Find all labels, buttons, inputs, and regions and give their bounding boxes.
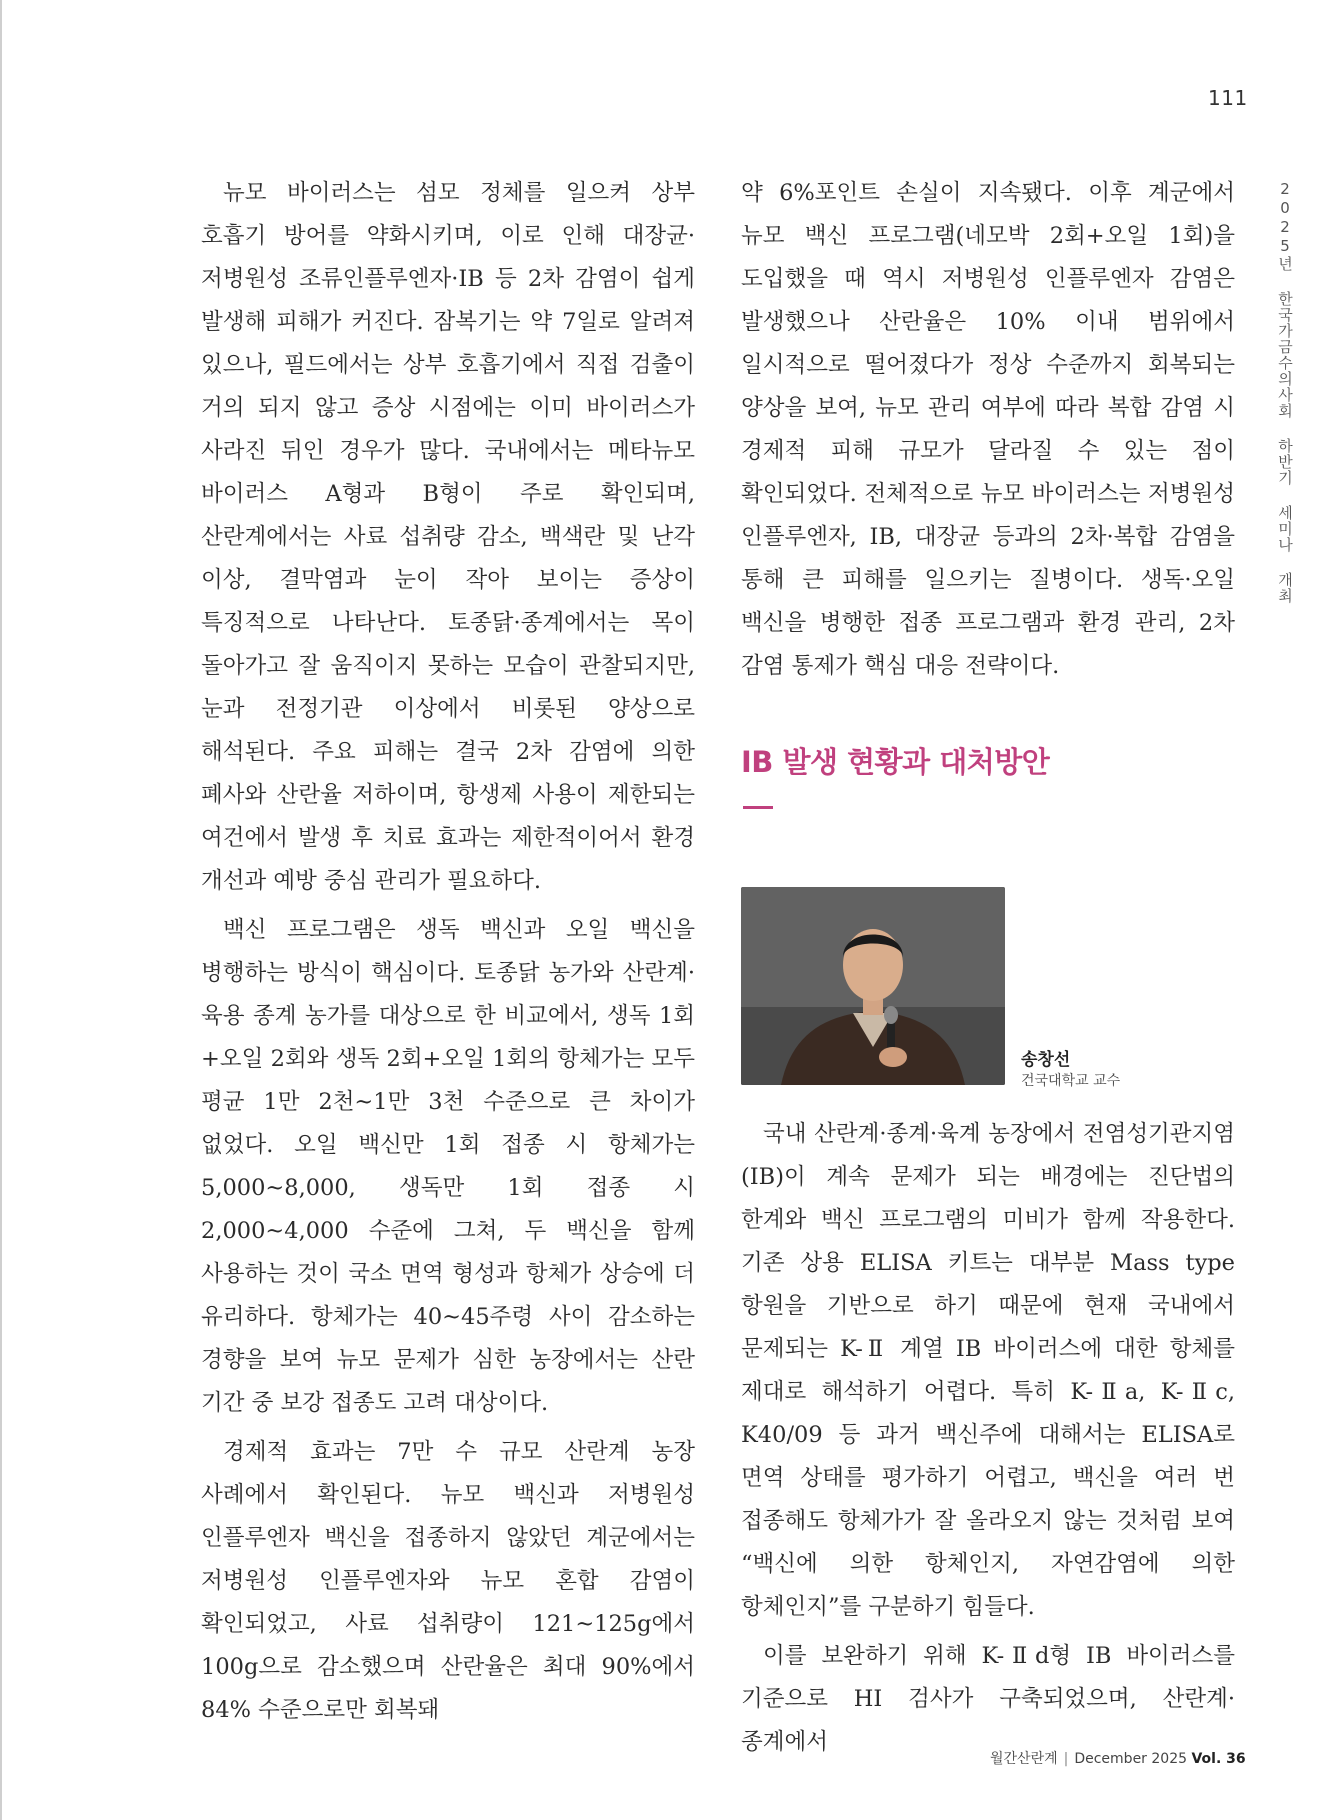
heading-underline (743, 806, 773, 809)
body-paragraph: 백신 프로그램은 생독 백신과 오일 백신을 병행하는 방식이 핵심이다. 토종닭 농가와 산란계·육용 종계 농가를 대상으로 한 비교에서, 생독 1회+오일 2회와 생독 2회+오일 1회의 항체가는 모두 평균 1만 2천~1만 3천 수준으로 큰 차이가 없었다. 오일 백신만 1회 접종 시 항체가는 5,000~8,000, 생독만 1회 접종 시 2,000~4,000 수준에 그쳐, 두 백신을 함께 사용하는 것이 국소 면역 형성과 항체가 상승에 더 유리하다. 항체가는 40~45주령 사이 감소하는 경향을 보여 뉴모 문제가 심한 농장에서는 산란 기간 중 보강 접종도 고려 대상이다. (201, 917, 695, 1416)
page-edge-rule (0, 0, 2, 1820)
body-paragraph: 이를 보완하기 위해 K-Ⅱd형 IB 바이러스를 기준으로 HI 검사가 구축되었으며, 산란계·종계에서 (741, 1643, 1235, 1755)
footer-volume: Vol. 36 (1191, 1751, 1246, 1767)
page-footer (990, 1748, 1246, 1768)
body-paragraph: 국내 산란계·종계·육계 농장에서 전염성기관지염(IB)이 계속 문제가 되는 배경에는 진단법의 한계와 백신 프로그램의 미비가 함께 작용한다. 기존 상용 ELISA 키트는 대부분 Mass type 항원을 기반으로 하기 때문에 현재 국내에서 문제되는 K-Ⅱ 계열 IB 바이러스에 대한 항체를 제대로 해석하기 어렵다. 특히 K-Ⅱa, K-Ⅱc, K40/09 등 과거 백신주에 대해서는 ELISA로 면역 상태를 평가하기 어렵고, 백신을 여러 번 접종해도 항체가가 잘 올라오지 않는 것처럼 보여 “백신에 의한 항체인지, 자연감염에 의한 항체인지”를 구분하기 힘들다. (741, 1121, 1235, 1620)
footer-issue: December 2025 (1074, 1751, 1188, 1767)
speaker-photo (741, 887, 1005, 1085)
footer-separator: | (1063, 1751, 1069, 1767)
section-heading: IB 발생 현황과 대처방안 (741, 745, 1050, 779)
body-paragraph: 뉴모 바이러스는 섬모 정체를 일으켜 상부 호흡기 방어를 약화시키며, 이로 인해 대장균·저병원성 조류인플루엔자·IB 등 2차 감염이 쉽게 발생해 피해가 커진다. 잠복기는 약 7일로 알려져 있으나, 필드에서는 상부 호흡기에서 직접 검출이 거의 되지 않고 증상 시점에는 이미 바이러스가 사라진 뒤인 경우가 많다. 국내에서는 메타뉴모 바이러스 A형과 B형이 주로 확인되며, 산란계에서는 사료 섭취량 감소, 백색란 및 난각 이상, 결막염과 눈이 작아 보이는 증상이 특징적으로 나타난다. 토종닭·종계에서는 목이 돌아가고 잘 움직이지 못하는 모습이 관찰되지만, 눈과 전정기관 이상에서 비롯된 양상으로 해석된다. 주요 피해는 결국 2차 감염에 의한 폐사와 산란율 저하이며, 항생제 사용이 제한되는 여건에서 발생 후 치료 효과는 제한적이어서 환경 개선과 예방 중심 관리가 필요하다. (201, 180, 695, 894)
right-column-top (741, 172, 1235, 688)
right-column-bottom (741, 1113, 1235, 1764)
speaker-name: 송창선 (1021, 1050, 1071, 1070)
footer-magazine: 월간산란계 (990, 1751, 1058, 1767)
speaker-photo-illustration (741, 887, 1005, 1085)
page-number: 111 (1208, 86, 1248, 110)
body-paragraph: 경제적 효과는 7만 수 규모 산란계 농장 사례에서 확인된다. 뉴모 백신과 저병원성 인플루엔자 백신을 접종하지 않았던 계군에서는 저병원성 인플루엔자와 뉴모 혼합 감염이 확인되었고, 사료 섭취량이 121~125g에서 100g으로 감소했으며 산란율은 최대 90%에서 84% 수준으로만 회복돼 (201, 1439, 695, 1723)
left-column (201, 172, 695, 1732)
side-section-title: 2025년 한국가금수의사회 하반기 세미나 개최 (1276, 180, 1294, 604)
body-paragraph: 약 6%포인트 손실이 지속됐다. 이후 계군에서 뉴모 백신 프로그램(네모박 2회+오일 1회)을 도입했을 때 역시 저병원성 인플루엔자 감염은 발생했으나 산란율은 10% 이내 범위에서 일시적으로 떨어졌다가 정상 수준까지 회복되는 양상을 보여, 뉴모 관리 여부에 따라 복합 감염 시 경제적 피해 규모가 달라질 수 있는 점이 확인되었다. 전체적으로 뉴모 바이러스는 저병원성 인플루엔자, IB, 대장균 등과의 2차·복합 감염을 통해 큰 피해를 일으키는 질병이다. 생독·오일 백신을 병행한 접종 프로그램과 환경 관리, 2차 감염 통제가 핵심 대응 전략이다. (741, 180, 1235, 679)
speaker-role: 건국대학교 교수 (1021, 1073, 1121, 1089)
